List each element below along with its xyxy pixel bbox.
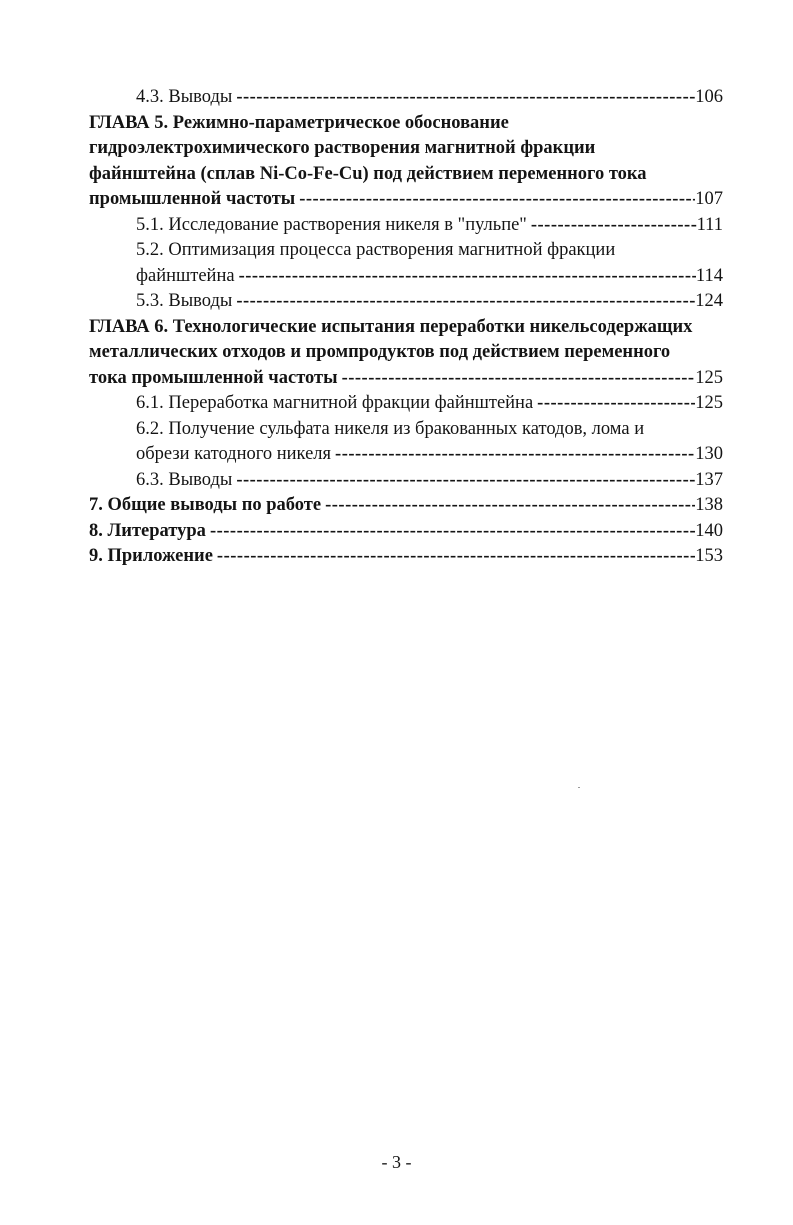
dot-leader bbox=[531, 213, 697, 239]
toc-entry-last-line bbox=[89, 366, 723, 392]
toc-entry-5-3 bbox=[89, 289, 723, 315]
toc-entry-title: 4.3. Выводы bbox=[136, 87, 233, 107]
toc-page-number: 130 bbox=[695, 444, 723, 464]
toc-page-number: 125 bbox=[695, 393, 723, 413]
toc-page-number: 138 bbox=[695, 495, 723, 515]
toc-entry-title: 8. Литература bbox=[89, 520, 206, 541]
toc-entry-last-line bbox=[136, 264, 723, 290]
toc-entry-title: 5.3. Выводы bbox=[136, 291, 233, 311]
toc-entry-title-line: ГЛАВА 6. Технологические испытания переработки никельсодержащих bbox=[89, 316, 693, 337]
dot-leader bbox=[537, 391, 695, 417]
toc-entry-title-line: ГЛАВА 5. Режимно-параметрическое обоснование bbox=[89, 112, 509, 133]
toc-entry-last-line bbox=[89, 519, 723, 545]
toc-entry-last-line bbox=[136, 391, 723, 417]
toc-entry-6-3 bbox=[89, 468, 723, 494]
toc-entry-6-1 bbox=[89, 391, 723, 417]
toc-entry-section-9 bbox=[89, 544, 723, 570]
toc-entry-title: тока промышленной частоты bbox=[89, 367, 338, 388]
toc-page-number: 137 bbox=[695, 469, 723, 490]
dot-leader bbox=[236, 468, 695, 494]
toc-entry-4-3 bbox=[89, 85, 723, 111]
toc-entry-title-line: файнштейна (сплав Ni-Co-Fe-Cu) под действием переменного тока bbox=[89, 163, 647, 184]
toc-entry-last-line bbox=[136, 442, 723, 468]
toc-entry-5-1 bbox=[89, 213, 723, 239]
toc-entry-section-8 bbox=[89, 519, 723, 545]
page-number: - 3 - bbox=[381, 1152, 412, 1172]
dot-leader bbox=[325, 493, 695, 519]
toc-entry-section-7 bbox=[89, 493, 723, 519]
dot-leader bbox=[299, 187, 695, 213]
toc-page-number: 125 bbox=[695, 367, 723, 388]
dot-leader bbox=[239, 264, 696, 290]
toc-page-number: 140 bbox=[695, 520, 723, 541]
toc-page-number: 111 bbox=[696, 214, 723, 235]
table-of-contents bbox=[89, 85, 723, 570]
toc-entry-last-line bbox=[89, 493, 723, 519]
toc-page-number: 107 bbox=[695, 189, 723, 209]
dot-leader bbox=[236, 289, 695, 315]
toc-entry-title: 9. Приложение bbox=[89, 546, 213, 566]
dot-leader bbox=[335, 442, 695, 468]
toc-entry-chapter-6 bbox=[89, 315, 723, 392]
toc-page-number: 153 bbox=[695, 546, 723, 566]
toc-entry-title: 6.1. Переработка магнитной фракции файнштейна bbox=[136, 393, 534, 413]
toc-entry-5-2 bbox=[89, 238, 723, 289]
toc-entry-title-line: металлических отходов и промпродуктов под действием переменного bbox=[89, 342, 671, 362]
toc-entry-title: промышленной частоты bbox=[89, 189, 296, 209]
toc-entry-title: 6.3. Выводы bbox=[136, 469, 233, 490]
toc-entry-6-2 bbox=[89, 417, 723, 468]
toc-entry-title: обрези катодного никеля bbox=[136, 444, 332, 464]
toc-entry-title-line: гидроэлектрохимического растворения магнитной фракции bbox=[89, 138, 596, 158]
toc-entry-chapter-5 bbox=[89, 111, 723, 213]
toc-entry-last-line bbox=[136, 213, 723, 239]
toc-entry-last-line bbox=[136, 289, 723, 315]
toc-entry-last-line bbox=[89, 544, 723, 570]
toc-entry-last-line bbox=[136, 85, 723, 111]
dot-leader bbox=[342, 366, 696, 392]
dot-leader bbox=[236, 85, 695, 111]
dot-leader bbox=[217, 544, 695, 570]
scan-speck bbox=[578, 787, 580, 788]
toc-entry-title-line: 6.2. Получение сульфата никеля из бракованных катодов, лома и bbox=[136, 418, 645, 439]
toc-page-number: 124 bbox=[695, 291, 723, 311]
toc-page-number: 114 bbox=[695, 265, 723, 286]
toc-entry-title: файнштейна bbox=[136, 265, 235, 286]
toc-entry-title: 7. Общие выводы по работе bbox=[89, 495, 322, 515]
toc-page-number: 106 bbox=[695, 87, 723, 107]
toc-entry-last-line bbox=[89, 187, 723, 213]
toc-entry-title: 5.1. Исследование растворения никеля в "пульпе" bbox=[136, 214, 527, 235]
toc-entry-last-line bbox=[136, 468, 723, 494]
toc-entry-title-line: 5.2. Оптимизация процесса растворения магнитной фракции bbox=[136, 240, 616, 260]
dot-leader bbox=[210, 519, 695, 545]
